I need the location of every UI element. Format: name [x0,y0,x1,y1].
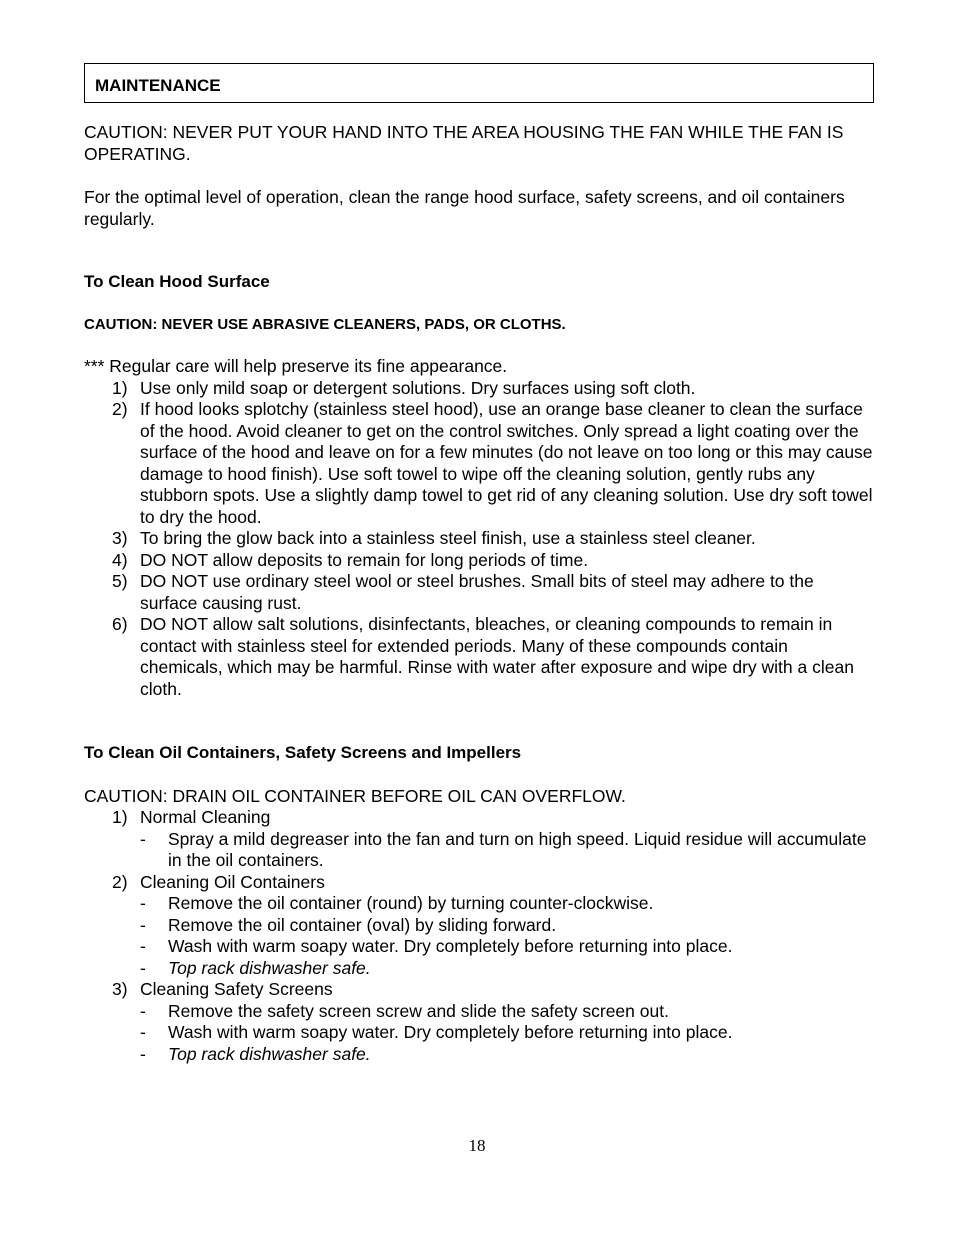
sub-step: - Wash with warm soapy water. Dry completely before returning into place. [140,1022,733,1042]
list-item: 4) DO NOT allow deposits to remain for long periods of time. [112,549,589,570]
sub-step: - Wash with warm soapy water. Dry completely before returning into place. [140,936,733,956]
list-item: 2) Cleaning Oil Containers - Remove the oil container (round) by turning counter-clockwise. - Remove the oil container (oval) by sliding forward. - Wash with warm soapy water. Dry completely before returning into place. - Top rack dishwasher safe. [84,872,874,980]
abrasive-caution: CAUTION: NEVER USE ABRASIVE CLEANERS, PADS, OR CLOTHS. [84,316,566,333]
sub-step: - Spray a mild degreaser into the fan and turn on high speed. Liquid residue will accumulate in the oil containers. [140,828,867,870]
sub-step: - Top rack dishwasher safe. [140,1043,371,1064]
oil-containers-heading: To Clean Oil Containers, Safety Screens and Impellers [84,743,522,762]
sub-step: - Remove the safety screen screw and slide the safety screen out. [140,1000,669,1021]
sub-step: - Top rack dishwasher safe. [140,957,371,978]
list-item: 2) If hood looks splotchy (stainless steel hood), use an orange base cleaner to clean the surface of the hood. Avoid cleaner to get on the control switches. Only spread a light coating over the surface of the hood and leave on for a few minutes (do not leave on too long or this may cause damage to hood finish). Use soft towel to wipe off the cleaning solution, gently rubs any stubborn spots. Use a slightly damp towel to get rid of any cleaning solution. Use dry soft towel to dry the hood. [112,399,873,527]
oil-containers-steps [84,807,874,1065]
list-item: 5) DO NOT use ordinary steel wool or steel brushes. Small bits of steel may adhere to the surface causing rust. [112,571,814,613]
hood-surface-steps [84,378,874,701]
list-item: 3) To bring the glow back into a stainless steel finish, use a stainless steel cleaner. [112,528,756,548]
fan-caution: CAUTION: NEVER PUT YOUR HAND INTO THE AREA HOUSING THE FAN WHILE THE FAN IS OPERATING. [84,122,844,164]
hood-surface-heading: To Clean Hood Surface [84,272,270,291]
page-number: 18 [468,1136,486,1155]
drain-oil-caution: CAUTION: DRAIN OIL CONTAINER BEFORE OIL CAN OVERFLOW. [84,786,626,806]
sub-step: - Remove the oil container (oval) by sliding forward. [140,914,557,935]
list-item: 3) Cleaning Safety Screens - Remove the safety screen screw and slide the safety screen out. - Wash with warm soapy water. Dry completely before returning into place. - Top rack dishwasher safe. [84,979,874,1065]
manual-page [84,63,874,1065]
sub-step: - Remove the oil container (round) by turning counter-clockwise. [140,893,654,913]
regular-care-note: *** Regular care will help preserve its fine appearance. [84,356,508,376]
section-header-box [84,63,874,103]
list-item: 6) DO NOT allow salt solutions, disinfectants, bleaches, or cleaning compounds to remain in contact with stainless steel for extended periods. Many of these compounds contain chemicals, which may be harmful. Rinse with water after exposure and wipe dry with a clean cloth. [112,614,854,699]
list-item: 1) Use only mild soap or detergent solutions. Dry surfaces using soft cloth. [112,377,696,398]
section-title: MAINTENANCE [95,76,221,95]
list-item: 1) Normal Cleaning - Spray a mild degreaser into the fan and turn on high speed. Liquid residue will accumulate in the oil containers. [84,807,874,872]
intro-paragraph: For the optimal level of operation, clean the range hood surface, safety screens, and oil containers regularly. [84,187,845,229]
